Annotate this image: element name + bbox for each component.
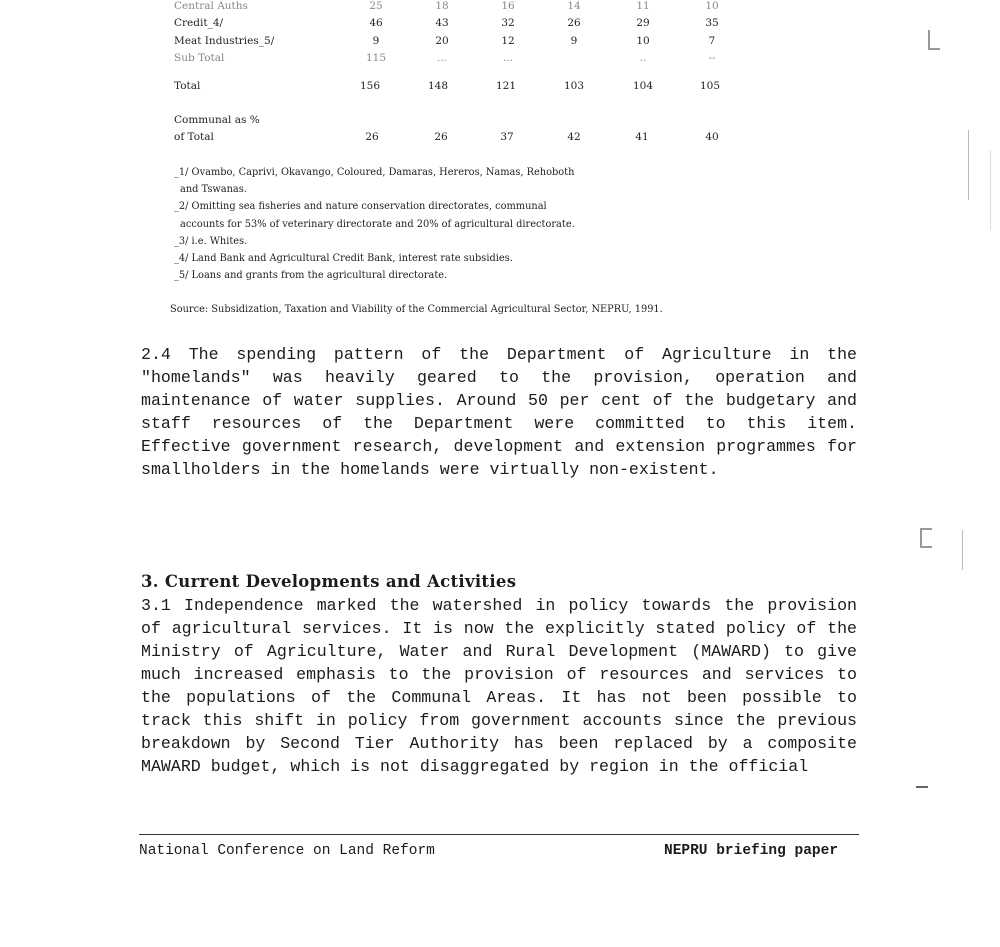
footer-left: National Conference on Land Reform [139,843,435,859]
table-cell: ... [502,52,513,62]
table-cell: 29 [636,17,650,29]
paragraph-text: 3.1 Independence marked the watershed in policy towards the provision of agricultural services. It is now the explicitly stated policy of the Ministry of Agriculture, Water and Rural Development (MAWARD) to give much increased emphasis to the provision of resources and services to the populations of the Communal Areas. It has not been possible to track this shift in policy from government accounts since the previous breakdown by Second Tier Authority has been replaced by a composite MAWARD budget, which is not disaggregated by region in the official [141,596,857,776]
source-note: Source: Subsidization, Taxation and Viability of the Commercial Agricultural Sector, NEPRU, 1991. [170,304,663,315]
table-row [0,114,1000,128]
row-label: Total [174,80,201,92]
scan-mark [920,528,922,548]
table-cell: 105 [699,80,721,92]
table-cell: 156 [359,80,381,92]
footnote: _5/ Loans and grants from the agricultural directorate. [174,270,448,281]
scan-mark [962,530,963,570]
footer-rule [139,834,859,835]
table-cell: 26 [365,131,379,143]
table-row [0,0,1000,14]
row-label: Meat Industries_5/ [174,35,275,47]
table-cell: 43 [435,17,449,29]
row-label: Central Auths [174,0,248,12]
table-cell: 26 [567,17,581,29]
table-cell: 12 [501,35,515,47]
table-cell: 7 [708,35,716,47]
row-label: of Total [174,131,214,143]
table-cell: 20 [435,35,449,47]
footnote: _3/ i.e. Whites. [174,236,248,247]
table-cell: 11 [636,0,650,12]
table-cell: 26 [434,131,448,143]
table-cell: 41 [635,131,649,143]
footnote: and Tswanas. [180,184,247,195]
scan-mark [920,546,932,548]
table-cell: .. [639,52,647,62]
footnote: _2/ Omitting sea fisheries and nature conservation directorates, communal [174,201,547,212]
table-cell: 32 [501,17,515,29]
table-cell: 18 [435,0,449,12]
scan-mark [990,150,991,230]
table-row [0,131,1000,145]
table-cell: 121 [495,80,517,92]
table-cell: 46 [369,17,383,29]
table-cell: 37 [500,131,514,143]
section-heading: 3. Current Developments and Activities [141,572,517,591]
paragraph-3-1 [141,594,857,778]
table-cell: 40 [705,131,719,143]
footnote: accounts for 53% of veterinary directorate and 20% of agricultural directorate. [180,219,575,230]
table-cell: 103 [563,80,585,92]
table-row [0,35,1000,49]
table-cell: -- [708,52,716,62]
table-cell: 115 [365,52,387,62]
footer-right: NEPRU briefing paper [664,843,839,859]
table-row [0,52,1000,62]
footnote: _4/ Land Bank and Agricultural Credit Bank, interest rate subsidies. [174,253,513,264]
row-label: Credit_4/ [174,17,224,29]
table-cell: 10 [705,0,719,12]
scan-mark [968,130,969,200]
table-cell: ... [436,52,447,62]
table-cell: 10 [636,35,650,47]
table-cell: 9 [570,35,578,47]
table-cell: 148 [427,80,449,92]
table-cell: 25 [369,0,383,12]
paragraph-text: 2.4 The spending pattern of the Department of Agriculture in the "homelands" was heavily geared to the provision, operation and maintenance of water supplies. Around 50 per cent of the budgetary and staff resources of the Department were committed to this item. Effective government research, development and extension programmes for smallholders in the homelands were virtually non-existent. [141,345,857,479]
scan-mark [928,30,930,50]
paragraph-2-4 [141,343,857,481]
table-cell: 42 [567,131,581,143]
row-label: Communal as % [174,114,260,126]
scan-mark [928,48,940,50]
table-row [0,17,1000,31]
table-cell: 35 [705,17,719,29]
table-cell: 14 [567,0,581,12]
footnote: _1/ Ovambo, Caprivi, Okavango, Coloured, Damaras, Hereros, Namas, Rehoboth [174,167,575,178]
scan-mark [916,786,928,788]
table-cell: 16 [501,0,515,12]
table-cell: 9 [372,35,380,47]
table-row-total [0,80,1000,94]
row-label: Sub Total [174,52,225,62]
table-cell: 104 [632,80,654,92]
